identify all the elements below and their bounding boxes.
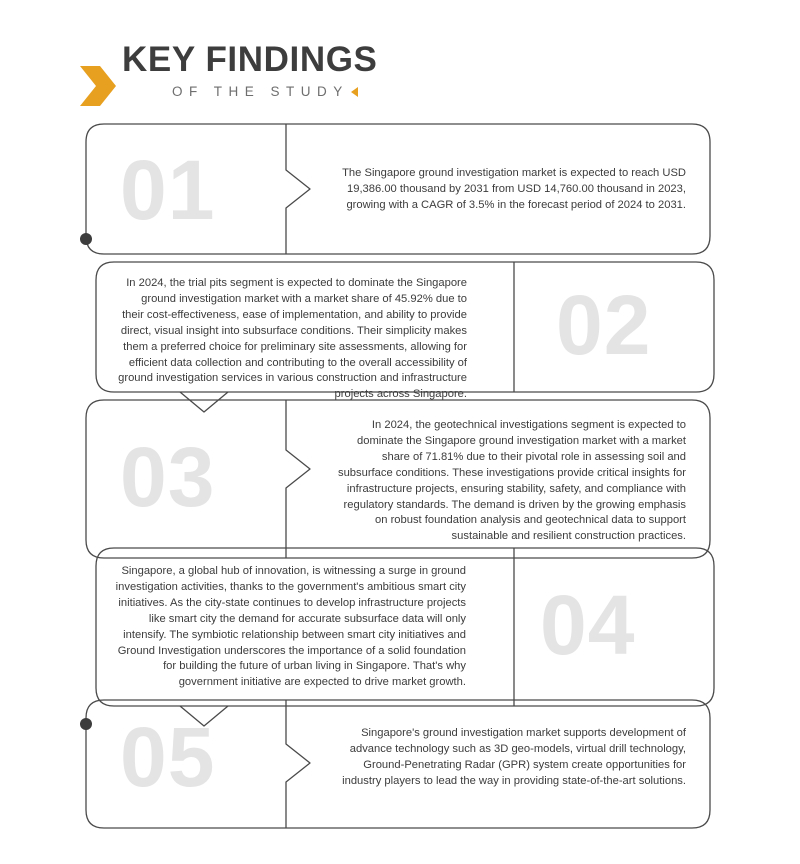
finding-text-01: The Singapore ground investigation market is expected to reach USD 19,386.00 thousand by 2031 from USD 14,760.00 thousand in 2023, growing with a CAGR of 3.5% in the forecast period of 2024 to 2031. (342, 167, 686, 211)
connector-dot (80, 233, 92, 245)
page-subtitle: OF THE STUDY (172, 84, 349, 99)
connector-dot (80, 718, 92, 730)
finding-number-05: 05 (120, 710, 216, 804)
finding-number-03: 03 (120, 430, 216, 524)
finding-number-04: 04 (540, 578, 636, 672)
finding-number-02: 02 (556, 278, 652, 372)
page-title: KEY FINDINGS (122, 40, 378, 79)
finding-text-05: Singapore's ground investigation market supports development of advance technology such as 3D geo-models, virtual drill technology, Ground-Penetrating Radar (GPR) system create opportunities for industry players to lead the way in providing state-of-the-art solutions. (342, 727, 686, 787)
finding-text-03: In 2024, the geotechnical investigations segment is expected to dominate the Singapore ground investigation market with a market share of 71.81% due to their pivotal role in assessing soil and subsurface conditions. These investigations provide critical insights for infrastructure projects, ensuring stability, safety, and compliance with regulatory standards. The demand is driven by the growing emphasis on robust foundation analysis and geotechnical data to support sustainable and resilient construction practices. (337, 419, 686, 543)
finding-number-01: 01 (120, 143, 216, 237)
finding-text-04: Singapore, a global hub of innovation, is witnessing a surge in ground investigation activities, thanks to the government's ambitious smart city initiatives. As the city-state continues to develop infrastructure projects like smart city the demand for accurate subsurface data will only intensify. The symbiotic relationship between smart city initiatives and Ground Investigation underscores the importance of a solid foundation for building the future of urban living in Singapore. That's why government initiative are expected to drive market growth. (115, 565, 466, 689)
finding-text-02: In 2024, the trial pits segment is expected to dominate the Singapore ground investigation market with a market share of 45.92% due to their cost-effectiveness, ease of implementation, and ability to provide direct, visual insight into subsurface conditions. Their simplicity makes them a preferred choice for preliminary site assessments, allowing for efficient data collection and contributing to the overall accessibility of ground investigation services in various construction and infrastructure projects across Singapore. (118, 277, 467, 401)
